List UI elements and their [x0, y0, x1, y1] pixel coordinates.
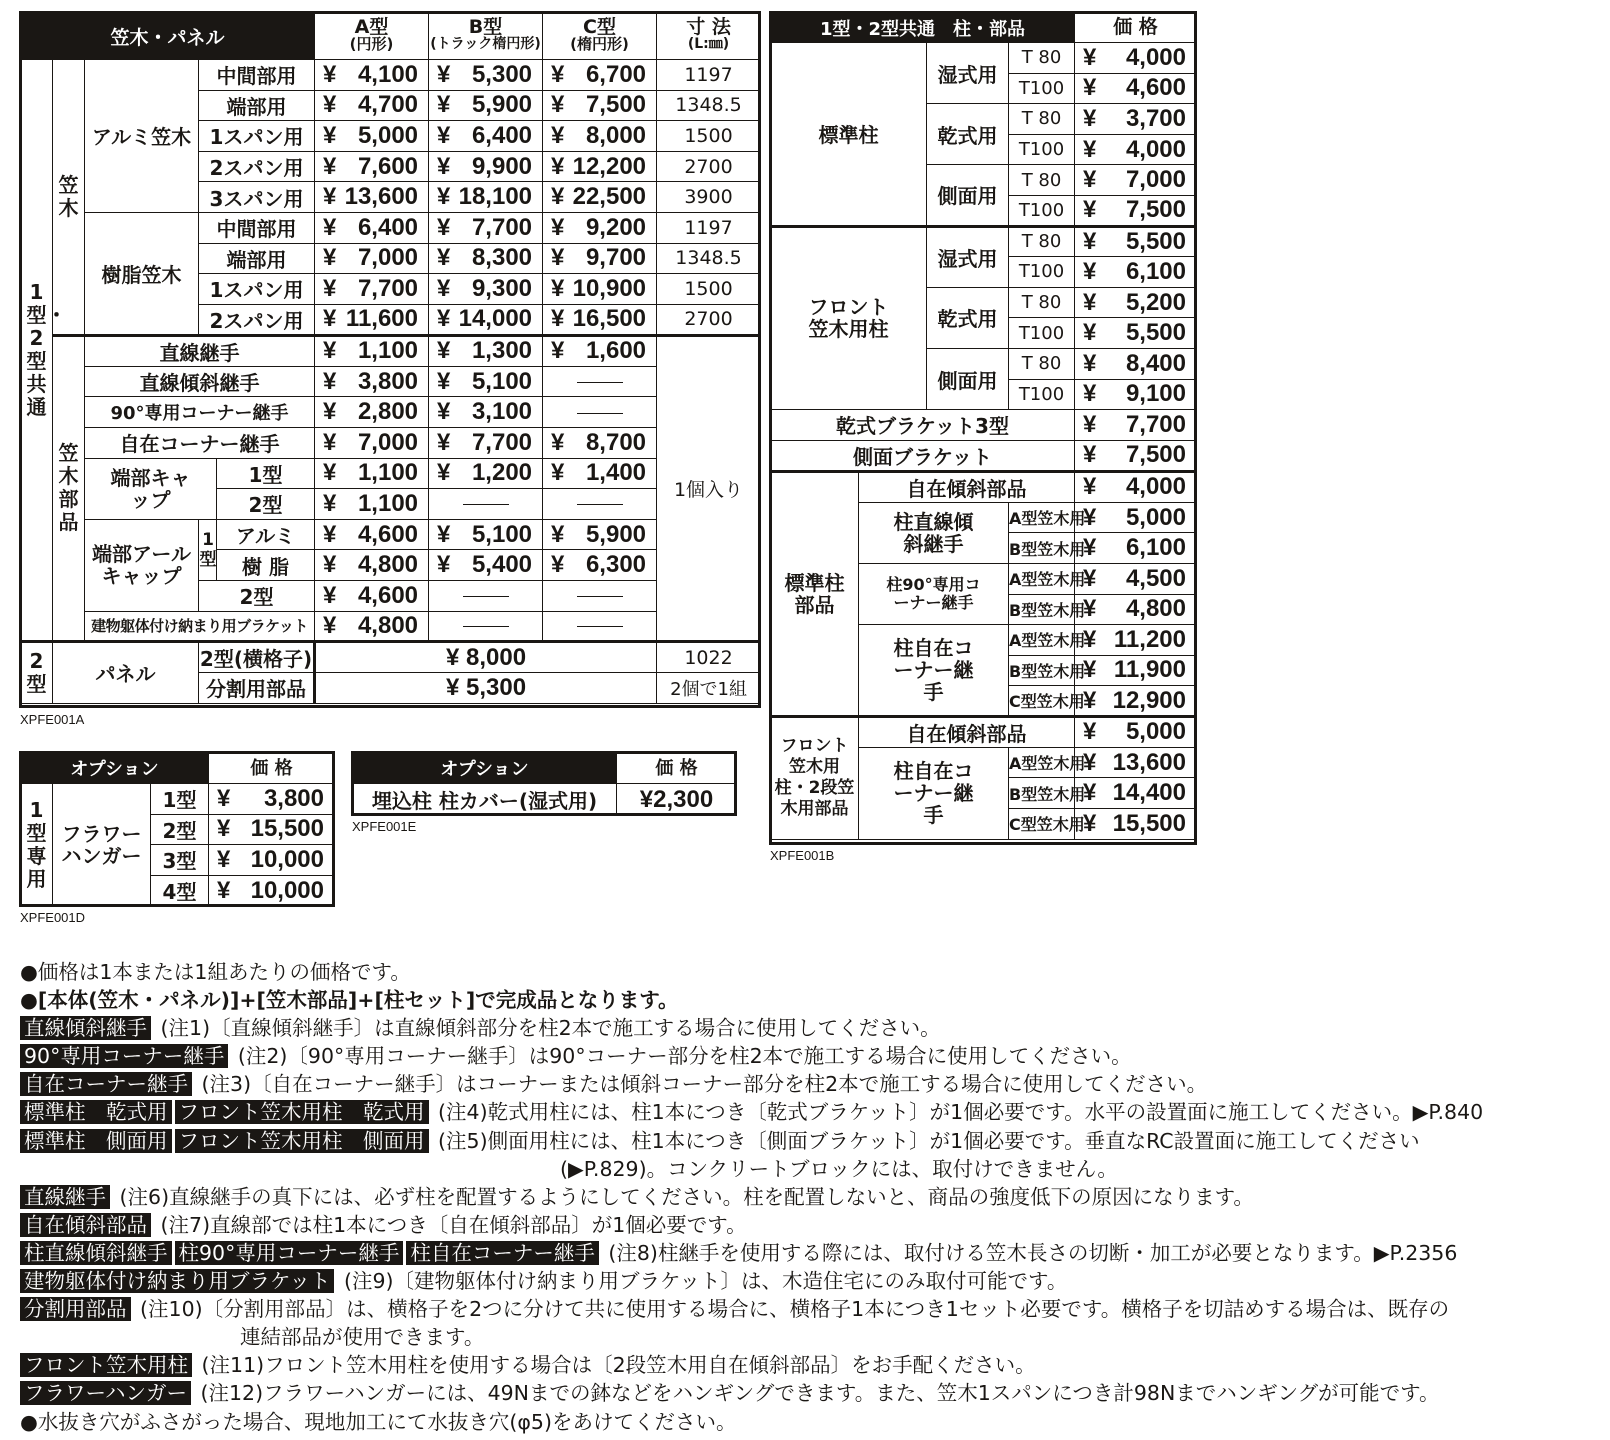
product-code: XPFE001D [20, 910, 86, 925]
kind-label: 湿式用 [927, 226, 1009, 287]
price: ¥ 8,400 [1075, 348, 1197, 379]
price: ¥ 4,500 [1075, 563, 1197, 594]
thickness: T 80 [1009, 165, 1075, 196]
price-b: ¥ 1,200 [429, 458, 543, 489]
length: 1500 [657, 121, 761, 152]
price-a: ¥ 6,400 [315, 212, 429, 243]
length: 1022 [657, 642, 761, 673]
price: ¥ 4,000 [1075, 134, 1197, 165]
price-b: ¥ 18,100 [429, 182, 543, 213]
price: ¥ 14,400 [1075, 778, 1197, 809]
note-10: 分割用部品 (注10)〔分割用部品〕は、横格子を2つに分けて共に使用する場合に、横格子1本につき1セット必要です。横格子を切詰めする場合は、既存の [20, 1295, 1600, 1323]
kasagi-panel-price-table [20, 12, 761, 704]
price: ¥ 10,000 [209, 845, 335, 876]
price-a: ¥ 4,100 [315, 60, 429, 91]
price-c: ¥ 5,900 [543, 519, 657, 550]
product-code: XPFE001A [20, 712, 85, 727]
thickness: T100 [1009, 379, 1075, 410]
kasagi-type-label: B型笠木用 [1009, 533, 1075, 564]
price-c: ¥ 10,900 [543, 274, 657, 305]
col-header-price: 価 格 [1075, 13, 1197, 43]
notes-section [20, 958, 1600, 1436]
row-label: 3スパン用 [199, 182, 315, 213]
group-label-type2: 2型 [21, 642, 53, 704]
price-a: ¥ 1,100 [315, 458, 429, 489]
row-label: 直線傾斜継手 [85, 366, 315, 397]
kind-label: 側面用 [927, 348, 1009, 409]
sub-label: 1型 [217, 458, 315, 489]
col-header-option: オプション [353, 753, 617, 784]
table-title: 笠木・パネル [21, 13, 315, 60]
price: ¥ 7,500 [1075, 440, 1197, 471]
kasagi-type-label: C型笠木用 [1009, 686, 1075, 717]
note-tag: フロント笠木用柱 乾式用 [175, 1100, 429, 1124]
price-b: ¥ 1,300 [429, 335, 543, 366]
kasagi-type-label: A型笠木用 [1009, 563, 1075, 594]
note-tag: フロント笠木用柱 側面用 [175, 1129, 429, 1153]
type-label: 3型 [151, 845, 209, 876]
note-6: 直線継手 (注6)直線継手の真下には、必ず柱を配置するようにしてください。柱を配置しないと、商品の強度低下の原因になります。 [20, 1183, 1600, 1211]
option-post-cover-table [352, 752, 737, 816]
price-a: ¥ 2,800 [315, 397, 429, 428]
note-tag: 自在傾斜部品 [20, 1213, 151, 1237]
price-b: ¥ 5,900 [429, 90, 543, 121]
kind-label: 乾式用 [927, 287, 1009, 348]
kind-label: 乾式用 [927, 104, 1009, 165]
row-label: 側面ブラケット [771, 440, 1075, 471]
price: ¥ 3,800 [209, 784, 335, 815]
length: 2700 [657, 151, 761, 182]
price-b: ¥ 6,400 [429, 121, 543, 152]
thickness: T 80 [1009, 43, 1075, 74]
product-code: XPFE001B [770, 848, 835, 863]
kasagi-type-label: B型笠木用 [1009, 778, 1075, 809]
note-7: 自在傾斜部品 (注7)直線部では柱1本につき〔自在傾斜部品〕が1個必要です。 [20, 1211, 1600, 1239]
price-b: ¥ 3,100 [429, 397, 543, 428]
row-label: 1スパン用 [199, 274, 315, 305]
table-title: 1型・2型共通 柱・部品 [771, 13, 1075, 43]
row-label: 直線継手 [85, 335, 315, 366]
item-label: 埋込柱 柱カバー(湿式用) [353, 784, 617, 816]
price: ¥ 11,200 [1075, 625, 1197, 656]
note-tag: 直線継手 [20, 1185, 110, 1209]
price-c-none [543, 366, 657, 397]
price-b: ¥ 5,100 [429, 366, 543, 397]
price-c: ¥ 8,000 [543, 121, 657, 152]
note-tag: フロント笠木用柱 [20, 1353, 192, 1377]
col-header-a: A型 (円形) [315, 13, 429, 60]
price-c: ¥ 9,700 [543, 243, 657, 274]
price: ¥ 5,000 [1075, 502, 1197, 533]
note-10-cont: 連結部品が使用できます。 [240, 1325, 485, 1350]
price: ¥ 15,500 [209, 814, 335, 845]
price: ¥ 5,200 [1075, 287, 1197, 318]
price-c-none [543, 580, 657, 611]
row-label: 90°専用コーナー継手 [85, 397, 315, 428]
kasagi-type-label: A型笠木用 [1009, 502, 1075, 533]
row-label: 乾式ブラケット3型 [771, 410, 1075, 441]
sub-label: 1型 [199, 519, 217, 580]
group-label-front-parts: フロント笠木用柱・2段笠木用部品 [771, 716, 859, 839]
thickness: T100 [1009, 318, 1075, 349]
price-a: ¥ 4,800 [315, 611, 429, 642]
group-label-aluminium: アルミ笠木 [85, 60, 199, 213]
kasagi-type-label: A型笠木用 [1009, 747, 1075, 778]
price: ¥ 11,900 [1075, 655, 1197, 686]
price: ¥ 9,100 [1075, 379, 1197, 410]
price-a: ¥ 3,800 [315, 366, 429, 397]
length: 1197 [657, 212, 761, 243]
price: ¥ 10,000 [209, 875, 335, 906]
price-all: ¥ 5,300 [315, 673, 657, 704]
price-a: ¥ 7,000 [315, 427, 429, 458]
price-b: ¥ 9,900 [429, 151, 543, 182]
price: ¥ 5,500 [1075, 318, 1197, 349]
price-a: ¥ 4,600 [315, 580, 429, 611]
note-line: ●[本体(笠木・パネル)]+[笠木部品]+[柱セット]で完成品となります。 [20, 988, 679, 1013]
thickness: T100 [1009, 195, 1075, 226]
row-label: 自在傾斜部品 [859, 716, 1075, 747]
price-c: ¥ 6,300 [543, 550, 657, 581]
note-tag: 標準柱 乾式用 [20, 1100, 172, 1124]
price: ¥ 4,000 [1075, 43, 1197, 74]
col-header-option: オプション [21, 753, 209, 784]
col-header-length: 寸 法 (L:㎜) [657, 13, 761, 60]
price-b-none [429, 611, 543, 642]
price-a: ¥ 1,100 [315, 489, 429, 520]
note-tag: 分割用部品 [20, 1297, 131, 1321]
group-label-standard-parts: 標準柱部品 [771, 471, 859, 716]
price-b: ¥ 9,300 [429, 274, 543, 305]
type-label: 2型 [151, 814, 209, 845]
note-tag: 自在コーナー継手 [20, 1072, 192, 1096]
row-label: 分割用部品 [199, 673, 315, 704]
price-b: ¥ 7,700 [429, 212, 543, 243]
note-8: 柱直線傾斜継手 柱90°専用コーナー継手 柱自在コーナー継手 (注8)柱継手を使用する際には、取付ける笠木長さの切断・加工が必要となります。▶P.2356 [20, 1239, 1600, 1267]
thickness: T 80 [1009, 348, 1075, 379]
thickness: T 80 [1009, 287, 1075, 318]
price: ¥ 13,600 [1075, 747, 1197, 778]
col-header-price: 価 格 [209, 753, 335, 784]
row-label: 2型(横格子) [199, 642, 315, 673]
price: ¥2,300 [617, 784, 737, 816]
group-label-common: 1型・2型共通 [21, 60, 53, 642]
price: ¥ 7,000 [1075, 165, 1197, 196]
price-a: ¥ 4,600 [315, 519, 429, 550]
kasagi-type-label: B型笠木用 [1009, 594, 1075, 625]
group-label-front-post: フロント笠木用柱 [771, 226, 927, 410]
price-all: ¥ 8,000 [315, 642, 657, 673]
note-5-cont: (▶P.829)。コンクリートブロックには、取付けできません。 [560, 1156, 1118, 1181]
price-b: ¥ 14,000 [429, 304, 543, 335]
note-tag: 柱90°専用コーナー継手 [175, 1241, 404, 1265]
length: 1197 [657, 60, 761, 91]
price-c: ¥ 16,500 [543, 304, 657, 335]
material-label: 樹 脂 [217, 550, 315, 581]
price: ¥ 15,500 [1075, 809, 1197, 840]
length: 1500 [657, 274, 761, 305]
price-b: ¥ 5,100 [429, 519, 543, 550]
type-label: 1型 [151, 784, 209, 815]
note-5: 標準柱 側面用 フロント笠木用柱 側面用 (注5)側面用柱には、柱1本につき〔側面ブラケット〕が1個必要です。垂直なRC設置面に施工してください [20, 1127, 1600, 1155]
price: ¥ 5,500 [1075, 226, 1197, 257]
price-b: ¥ 5,400 [429, 550, 543, 581]
price: ¥ 6,100 [1075, 533, 1197, 564]
note-4: 標準柱 乾式用 フロント笠木用柱 乾式用 (注4)乾式用柱には、柱1本につき〔乾式ブラケット〕が1個必要です。水平の設置面に施工してください。▶P.840 [20, 1098, 1600, 1126]
col-header-price: 価 格 [617, 753, 737, 784]
price: ¥ 4,600 [1075, 73, 1197, 104]
length: 2700 [657, 304, 761, 335]
price: ¥ 5,000 [1075, 716, 1197, 747]
note-line: ●価格は1本または1組あたりの価格です。 [20, 960, 411, 984]
col-header-b: B型 (トラック楕円形) [429, 13, 543, 60]
note-1: 直線傾斜継手 (注1)〔直線傾斜継手〕は直線傾斜部分を柱2本で施工する場合に使用してください。 [20, 1014, 1600, 1042]
price-c: ¥ 1,600 [543, 335, 657, 366]
price: ¥ 6,100 [1075, 257, 1197, 288]
price: ¥ 7,500 [1075, 195, 1197, 226]
row-label: 柱自在コーナー継手 [859, 747, 1009, 839]
price-a: ¥ 7,000 [315, 243, 429, 274]
price: ¥ 4,000 [1075, 471, 1197, 502]
price-a: ¥ 11,600 [315, 304, 429, 335]
row-label: 建物躯体付け納まり用ブラケット [85, 611, 315, 642]
price-b: ¥ 8,300 [429, 243, 543, 274]
note-tag: フラワーハンガー [20, 1381, 191, 1405]
row-label: 端部アールキャップ [85, 519, 199, 611]
material-label: アルミ [217, 519, 315, 550]
price-a: ¥ 13,600 [315, 182, 429, 213]
price-a: ¥ 7,700 [315, 274, 429, 305]
price: ¥ 3,700 [1075, 104, 1197, 135]
price-a: ¥ 1,100 [315, 335, 429, 366]
thickness: T100 [1009, 73, 1075, 104]
note-12: フラワーハンガー (注12)フラワーハンガーには、49Nまでの鉢などをハンギングできます。また、笠木1スパンにつき計98Nまでハンギングが可能です。 [20, 1379, 1600, 1407]
row-label: 自在傾斜部品 [859, 471, 1075, 502]
thickness: T 80 [1009, 226, 1075, 257]
post-parts-price-table [770, 12, 1197, 840]
col-header-c: C型 (楕円形) [543, 13, 657, 60]
thickness: T 80 [1009, 104, 1075, 135]
group-label-parts: 笠木部品 [53, 335, 85, 641]
price: ¥ 12,900 [1075, 686, 1197, 717]
sub-label: 2型 [199, 580, 315, 611]
price-a: ¥ 7,600 [315, 151, 429, 182]
price-a: ¥ 5,000 [315, 121, 429, 152]
price-c: ¥ 22,500 [543, 182, 657, 213]
group-label-standard-post: 標準柱 [771, 43, 927, 227]
group-label-kasagi: 笠木 [53, 60, 85, 336]
price-b-none [429, 580, 543, 611]
note-tag: 柱自在コーナー継手 [406, 1241, 599, 1265]
note-tag: 標準柱 側面用 [20, 1129, 172, 1153]
thickness: T100 [1009, 257, 1075, 288]
row-label: 柱直線傾斜継手 [859, 502, 1009, 563]
row-label: 自在コーナー継手 [85, 427, 315, 458]
note-9: 建物躯体付け納まり用ブラケット (注9)〔建物躯体付け納まり用ブラケット〕は、木造住宅にのみ取付可能です。 [20, 1267, 1600, 1295]
price-c: ¥ 8,700 [543, 427, 657, 458]
price-c-none [543, 611, 657, 642]
parts-unit-note: 1個入り [657, 335, 761, 641]
thickness: T100 [1009, 134, 1075, 165]
price-c-none [543, 397, 657, 428]
length: 2個で1組 [657, 673, 761, 704]
note-tag: 柱直線傾斜継手 [20, 1241, 172, 1265]
sub-label: 2型 [217, 489, 315, 520]
note-tag: 90°専用コーナー継手 [20, 1044, 228, 1068]
length: 3900 [657, 182, 761, 213]
row-label: 端部キャップ [85, 458, 217, 519]
row-label: 2スパン用 [199, 304, 315, 335]
price-c: ¥ 6,700 [543, 60, 657, 91]
note-3: 自在コーナー継手 (注3)〔自在コーナー継手〕はコーナーまたは傾斜コーナー部分を柱2本で施工する場合に使用してください。 [20, 1070, 1600, 1098]
row-label: 端部用 [199, 90, 315, 121]
length: 1348.5 [657, 243, 761, 274]
price-c-none [543, 489, 657, 520]
price-b-none [429, 489, 543, 520]
row-label: 中間部用 [199, 212, 315, 243]
row-label: 端部用 [199, 243, 315, 274]
note-11: フロント笠木用柱 (注11)フロント笠木用柱を使用する場合は〔2段笠木用自在傾斜部品〕をお手配ください。 [20, 1351, 1600, 1379]
group-label-panel: パネル [53, 642, 199, 704]
price-b: ¥ 7,700 [429, 427, 543, 458]
note-tag: 直線傾斜継手 [20, 1016, 151, 1040]
item-label: フラワーハンガー [53, 784, 151, 906]
price-c: ¥ 12,200 [543, 151, 657, 182]
price: ¥ 4,800 [1075, 594, 1197, 625]
row-label: 1スパン用 [199, 121, 315, 152]
price-a: ¥ 4,700 [315, 90, 429, 121]
kasagi-type-label: A型笠木用 [1009, 625, 1075, 656]
kasagi-type-label: B型笠木用 [1009, 655, 1075, 686]
kind-label: 側面用 [927, 165, 1009, 226]
type-label: 4型 [151, 875, 209, 906]
price-c: ¥ 9,200 [543, 212, 657, 243]
price-c: ¥ 1,400 [543, 458, 657, 489]
row-label: 柱90°専用コーナー継手 [859, 563, 1009, 624]
product-code: XPFE001E [352, 819, 417, 834]
group-label-resin: 樹脂笠木 [85, 212, 199, 335]
group-label-type1-only: 1型専用 [21, 784, 53, 906]
length: 1348.5 [657, 90, 761, 121]
option-flower-hanger-table [20, 752, 335, 906]
price: ¥ 7,700 [1075, 410, 1197, 441]
price-a: ¥ 4,800 [315, 550, 429, 581]
row-label: 中間部用 [199, 60, 315, 91]
kind-label: 湿式用 [927, 43, 1009, 104]
note-tag: 建物躯体付け納まり用ブラケット [20, 1269, 334, 1293]
price-c: ¥ 7,500 [543, 90, 657, 121]
note-2: 90°専用コーナー継手 (注2)〔90°専用コーナー継手〕は90°コーナー部分を柱2本で施工する場合に使用してください。 [20, 1042, 1600, 1070]
kasagi-type-label: C型笠木用 [1009, 809, 1075, 840]
row-label: 柱自在コーナー継手 [859, 625, 1009, 717]
price-b: ¥ 5,300 [429, 60, 543, 91]
note-line: ●水抜き穴がふさがった場合、現地加工にて水抜き穴(φ5)をあけてください。 [20, 1409, 737, 1434]
row-label: 2スパン用 [199, 151, 315, 182]
